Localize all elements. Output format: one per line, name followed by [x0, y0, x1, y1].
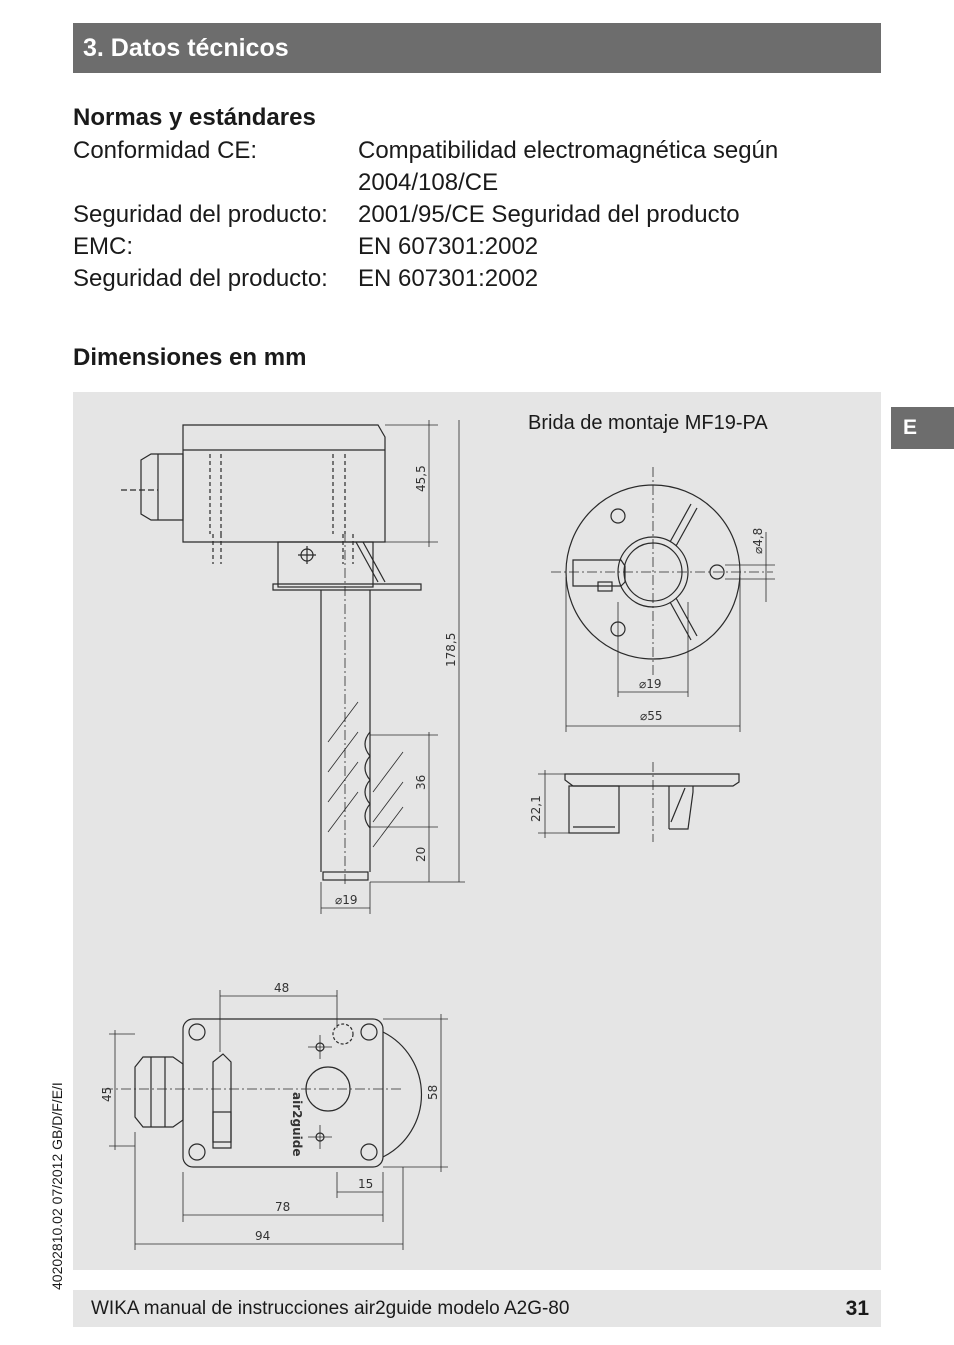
dim-78: 78 — [275, 1200, 291, 1214]
norms-value: EN 607301:2002 — [358, 233, 539, 260]
dim-d19-flange: ⌀19 — [639, 677, 662, 691]
dim-15: 15 — [358, 1177, 374, 1191]
norms-row — [73, 167, 881, 199]
norms-value: Compatibilidad electromagnética según — [358, 137, 779, 164]
dim-178-5: 178,5 — [444, 632, 458, 667]
norms-row — [73, 135, 881, 167]
page-number: 31 — [845, 1297, 869, 1320]
air2guide-logo-text: air2guide — [290, 1092, 304, 1157]
norms-row — [73, 231, 881, 263]
dim-45-5: 45,5 — [414, 465, 428, 492]
housing-outline — [183, 425, 385, 542]
flange-side-view — [565, 774, 739, 833]
norms-heading: Normas y estándares — [73, 104, 316, 131]
norms-label: Seguridad del producto: — [73, 201, 328, 228]
section-title: 3. Datos técnicos — [73, 23, 881, 73]
language-tab[interactable]: E — [891, 407, 954, 449]
flange-title: Brida de montaje MF19-PA — [528, 412, 768, 434]
top-view — [135, 1019, 421, 1167]
dimensions-heading: Dimensiones en mm — [73, 344, 307, 371]
norms-value: EN 607301:2002 — [358, 265, 539, 292]
document-reference: 40202810.02 07/2012 GB/D/F/E/I — [49, 1082, 65, 1290]
dim-d55: ⌀55 — [640, 709, 663, 723]
front-view — [121, 425, 421, 887]
norms-label: EMC: — [73, 233, 133, 260]
norms-value: 2004/108/CE — [358, 169, 499, 196]
norms-label: Seguridad del producto: — [73, 265, 328, 292]
dim-d4-8: ⌀4,8 — [751, 527, 765, 554]
cable-gland-outline — [141, 454, 183, 520]
dim-22-1: 22,1 — [529, 795, 543, 822]
dim-d19-probe: ⌀19 — [335, 893, 358, 907]
dimension-drawing-svg — [73, 392, 881, 1270]
norms-table — [73, 135, 881, 295]
norms-row — [73, 199, 881, 231]
dim-36: 36 — [414, 774, 428, 790]
dim-48: 48 — [274, 981, 290, 995]
footer-text: WIKA manual de instrucciones air2guide modelo A2G-80 — [91, 1298, 570, 1319]
norms-row — [73, 263, 881, 295]
dim-58: 58 — [426, 1084, 440, 1100]
dim-20: 20 — [414, 846, 428, 862]
dim-94: 94 — [255, 1229, 271, 1243]
norms-label: Conformidad CE: — [73, 137, 258, 164]
norms-value: 2001/95/CE Seguridad del producto — [358, 201, 740, 228]
page-footer — [73, 1290, 881, 1327]
technical-drawing — [73, 392, 881, 1270]
dim-45: 45 — [100, 1086, 114, 1102]
